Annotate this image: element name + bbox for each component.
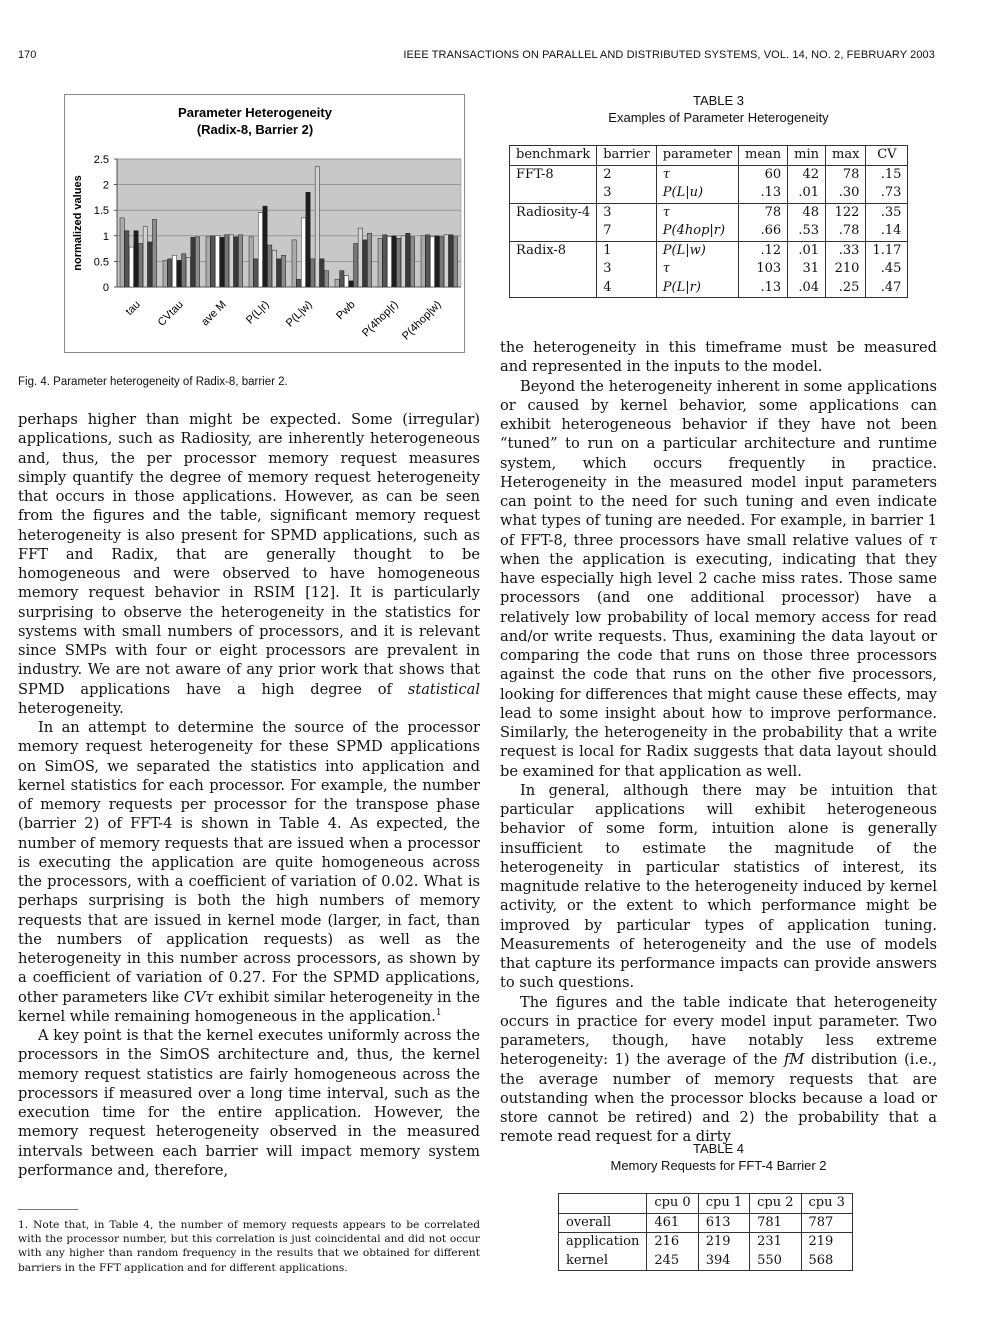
- bar: [229, 235, 233, 287]
- bar: [297, 279, 301, 287]
- column-header: mean: [739, 146, 788, 166]
- table-cell: .66: [739, 222, 788, 241]
- column-header: barrier: [597, 146, 657, 166]
- table-cell: .45: [880, 261, 902, 276]
- table-cell: 78: [739, 203, 788, 222]
- footnote-marker: 1: [435, 1007, 442, 1018]
- bar: [354, 243, 358, 287]
- bar: [168, 259, 172, 287]
- table-cell: 31: [788, 260, 826, 279]
- table-cell: .78: [826, 222, 866, 241]
- table-cell: .04: [788, 279, 826, 298]
- bar: [358, 228, 362, 287]
- table-cell: 42: [788, 165, 826, 184]
- bar: [195, 237, 199, 287]
- table-cell: 216: [647, 1233, 698, 1252]
- table-cell: 78: [826, 165, 866, 184]
- column-header: cpu 2: [750, 1194, 801, 1214]
- bar: [281, 255, 285, 287]
- table-row: [510, 279, 908, 298]
- bar: [306, 192, 310, 287]
- table-cell: .25: [826, 279, 866, 298]
- table-row: [510, 241, 908, 260]
- table-cell: .33: [826, 241, 866, 260]
- bar: [311, 259, 315, 287]
- paragraph: A key point is that the kernel executes uniformly across the processors in the SimOS architecture and, thus, the kernel memory request statistics are fairly homogeneous across the processors if measured over a long time interval, such as the execution time for the entire application. However, the memory request heterogeneity observed in the measured intervals between each barrier will impact memory system performance and, therefore,: [18, 1027, 480, 1179]
- bar: [430, 237, 434, 287]
- table-cell: 48: [788, 203, 826, 222]
- bar: [324, 271, 328, 287]
- y-tick-label: 2: [102, 179, 109, 192]
- page-number: 170: [18, 49, 37, 61]
- paragraph: [18, 718, 480, 1026]
- bar: [163, 260, 167, 287]
- bar: [410, 237, 414, 287]
- table-header-row: [559, 1194, 853, 1214]
- bar: [220, 237, 224, 287]
- table-cell: .13: [739, 279, 788, 298]
- bar: [148, 242, 152, 287]
- bar: [383, 235, 387, 287]
- parameter-cell: τ: [656, 260, 738, 279]
- paragraph: In general, although there may be intuition that particular applications will exhibit heterogeneous behavior of some form, intuition alone is generally insufficient to estimate the magnitude of the heterogeneity in particular statistics of interest, its magnitude relative to the heterogeneity induced by kernel activity, or the extent to which performance might be improved by particular types of application tuning. Measurements of heterogeneity and the use of models that capture its performance impacts can provide answers to such questions.: [500, 781, 937, 992]
- table-cell: .35: [866, 203, 908, 222]
- bar: [315, 167, 319, 287]
- column-header: [559, 1194, 647, 1214]
- column-header: CV: [866, 146, 908, 166]
- bar: [340, 271, 344, 287]
- bar: [182, 254, 186, 287]
- bar: [172, 255, 176, 287]
- table-cell: 103: [739, 260, 788, 279]
- table-cell: 7: [597, 222, 657, 241]
- benchmark-cell: Radix-8: [510, 241, 597, 260]
- text: perhaps higher than might be expected. Some (irregular) applications, such as Radiosity, are inherently heterogeneous and, thus, the per processor memory request measures simply quantify the degree of memory request heterogeneity that occurs in those applications. However, as can be seen from the figures and the table, significant memory request heterogeneity is also present for SPMD applications, such as FFT and Radix, that are generally thought to be homogeneous and were observed to have homogeneous memory request behavior in RSIM [12]. It is particularly surprising to observe the heterogeneity in the statistics for systems with small numbers of processors, and it is relevant since SMPs with four or eight processors are prevalent in industry. We are not aware of any prior work that shows that SPMD applications have a high degree of: [18, 411, 480, 698]
- bar: [449, 235, 453, 287]
- bar: [129, 247, 133, 287]
- bar: [335, 279, 339, 287]
- table-4-title: TABLE 4: [692, 1141, 745, 1156]
- text: In an attempt to determine the source of the processor memory request heterogeneity for these SPMD applications on SimOS, we separated the statistics into application and kernel statistics for each processor. For example, the number of memory requests per processor for the transpose phase (barrier 2) of FFT-4 is shown in Table 4. As expected, the number of memory requests that are issued when a processor is executing the application are quite homogeneous across the processors, with a coefficient of variation of 0.02. What is perhaps surprising is both the high numbers of memory requests that are issued in kernel mode (larger, in fact, than the numbers of application requests) as well as the heterogeneity in this number across processors, as shown by a coefficient of variation of 0.27. For the SPMD applications, other parameters like: [18, 719, 480, 1006]
- table-cell: .01: [788, 184, 826, 203]
- bar: [268, 245, 272, 287]
- table-row: [559, 1233, 853, 1252]
- table-row: [510, 260, 908, 279]
- bar: [320, 259, 324, 287]
- x-tick-label: P(L|w): [283, 298, 315, 330]
- table-row: [510, 203, 908, 222]
- table-cell: 781: [750, 1213, 801, 1233]
- x-tick-label: Pwb: [334, 298, 358, 323]
- bar: [191, 237, 195, 287]
- bar: [211, 236, 215, 287]
- table-cell: .01: [788, 241, 826, 260]
- bar-chart: [65, 95, 464, 352]
- x-tick-label: P(4hop|w): [399, 298, 444, 343]
- y-axis-label: normalized values: [72, 175, 84, 271]
- table-cell: 1: [597, 241, 657, 260]
- bar: [392, 236, 396, 287]
- paragraph: [500, 993, 937, 1147]
- bar: [272, 250, 276, 287]
- text: heterogeneity.: [18, 699, 124, 717]
- bar: [426, 235, 430, 287]
- table-cell: 60: [739, 165, 788, 184]
- bar: [206, 237, 210, 287]
- bar: [401, 236, 405, 287]
- table-3-caption: [500, 92, 937, 126]
- bar: [406, 233, 410, 287]
- table-3-subtitle: Examples of Parameter Heterogeneity: [608, 110, 829, 125]
- table-row: [510, 222, 908, 241]
- benchmark-cell: [510, 184, 597, 203]
- y-tick-label: 0.5: [93, 256, 109, 269]
- bar: [139, 243, 143, 287]
- y-tick-label: 1.5: [93, 205, 109, 218]
- bar: [177, 260, 181, 287]
- table-cell: .73: [880, 185, 902, 200]
- bar: [152, 219, 156, 287]
- table-cell: 1.17: [866, 241, 908, 260]
- parameter-cell: P(4hop|r): [656, 222, 738, 241]
- row-label: application: [566, 1234, 640, 1249]
- column-header: cpu 0: [647, 1194, 698, 1214]
- bar: [120, 218, 124, 287]
- paragraph: [18, 410, 480, 718]
- paragraph: [500, 377, 937, 781]
- bar: [258, 213, 262, 287]
- bar: [378, 238, 382, 287]
- bar: [421, 236, 425, 287]
- bar: [249, 237, 253, 287]
- table-4-caption: [500, 1140, 937, 1174]
- y-tick-label: 2.5: [93, 154, 109, 166]
- table-4: [558, 1193, 853, 1271]
- bar: [143, 227, 147, 287]
- text: Beyond the heterogeneity inherent in some applications or caused by kernel behavior, some applications can exhibit heterogeneous behavior if they have not been “tuned” to run on a particular architecture and runtime system, which occurs frequently in practice. Heterogeneity in the measured model input parameters can point to the need for such tuning and even indicate what types of tuning are needed. For example, in barrier 1 of FFT-8, three processors have small relative values of: [500, 377, 937, 549]
- table-cell: .47: [880, 279, 902, 295]
- table-row: [559, 1213, 853, 1233]
- table-cell: 219: [698, 1233, 749, 1252]
- bar: [125, 231, 129, 287]
- table-cell: 3: [597, 184, 657, 203]
- bar: [453, 237, 457, 287]
- column-header: benchmark: [510, 146, 597, 166]
- text: exhibit similar heterogeneity in the kernel while remaining homogeneous in the application.: [18, 988, 480, 1025]
- table-3-title: TABLE 3: [692, 93, 745, 108]
- table-cell: .15: [880, 166, 902, 182]
- bar: [292, 240, 296, 287]
- benchmark-cell: FFT-8: [510, 165, 597, 184]
- parameter-cell: τ: [656, 165, 738, 184]
- table-row: [510, 184, 908, 203]
- math-fm: fM: [784, 1051, 805, 1069]
- table-cell: 3: [597, 203, 657, 222]
- bar: [225, 235, 229, 287]
- table-cell: 3: [597, 260, 657, 279]
- benchmark-cell: [510, 279, 597, 298]
- table-cell: .30: [826, 184, 866, 203]
- bar: [367, 233, 371, 287]
- y-tick-label: 0: [102, 282, 109, 294]
- parameter-cell: P(L|w): [656, 241, 738, 260]
- journal-header: IEEE TRANSACTIONS ON PARALLEL AND DISTRIBUTED SYSTEMS, VOL. 14, NO. 2, FEBRUARY 2003: [403, 49, 935, 61]
- bar: [435, 236, 439, 287]
- paragraph: the heterogeneity in this timeframe must be measured and represented in the inputs to the model.: [500, 339, 937, 376]
- footnote: 1. Note that, in Table 4, the number of memory requests appears to be correlated with the processor number, but this correlation is just coincidental and did not occur with any higher than random frequency in the results that we obtained for different barriers in the FFT application and for different applications.: [18, 1219, 480, 1274]
- table-cell: 550: [750, 1252, 801, 1271]
- text: distribution (i.e., the average number of memory requests that are outstanding when the processor blocks because a load or store cannot be retired) and 2) the probability that a remote read request for a dirty: [500, 1051, 937, 1146]
- math-tau: τ: [928, 531, 937, 549]
- benchmark-cell: [510, 222, 597, 241]
- math-cv-tau: CVτ: [183, 988, 214, 1006]
- table-cell: 568: [801, 1252, 852, 1271]
- bar: [215, 236, 219, 287]
- bar: [277, 259, 281, 287]
- bar: [363, 240, 367, 287]
- text: The figures and the table indicate that heterogeneity occurs in practice for every model input parameter. Two parameters, though, have notably less extreme heterogeneity: 1) the average of the: [500, 993, 937, 1069]
- parameter-cell: τ: [656, 203, 738, 222]
- figure-4-caption: Fig. 4. Parameter heterogeneity of Radix-8, barrier 2.: [18, 376, 288, 388]
- column-header: parameter: [656, 146, 738, 166]
- table-header-row: [510, 146, 908, 166]
- x-tick-label: CVtau: [155, 298, 186, 329]
- benchmark-cell: Radiosity-4: [510, 203, 597, 222]
- table-4-subtitle: Memory Requests for FFT-4 Barrier 2: [610, 1158, 827, 1173]
- column-header: cpu 3: [801, 1194, 852, 1214]
- table-cell: .12: [739, 241, 788, 260]
- text: when the application is executing, indicating that they have especially high level 2 cache miss rates. Those same processors (and one additional processor) have a relatively low probability of local memory access for read and/or write requests. Thus, examining the data layout or comparing the code that runs on those three processors against the code that runs on the other five processors, looking for differences that might cause these effects, may lead to some insight about how to improve performance. Similarly, the heterogeneity in the probability that a write request is local for Radix suggests that data layout should be examined for that application as well.: [500, 550, 937, 780]
- table-3: [509, 145, 908, 298]
- table-cell: .14: [880, 223, 902, 238]
- bar: [344, 276, 348, 287]
- table-cell: 122: [826, 203, 866, 222]
- bar: [254, 259, 258, 287]
- table-row: [559, 1252, 853, 1271]
- right-column: [500, 338, 937, 1147]
- table-cell: 394: [698, 1252, 749, 1271]
- table-cell: 613: [698, 1213, 749, 1233]
- bar: [134, 231, 138, 287]
- bar: [238, 235, 242, 287]
- parameter-cell: P(L|r): [656, 279, 738, 298]
- footnote-divider: [18, 1209, 78, 1210]
- bar: [349, 281, 353, 287]
- y-tick-label: 1: [102, 230, 109, 243]
- table-3-body: [510, 165, 908, 298]
- table-cell: .13: [739, 184, 788, 203]
- benchmark-cell: [510, 260, 597, 279]
- chart-title: Parameter Heterogeneity: [178, 105, 332, 120]
- bar: [440, 237, 444, 287]
- table-cell: 2: [597, 165, 657, 184]
- column-header: min: [788, 146, 826, 166]
- bar: [397, 238, 401, 287]
- bar: [263, 206, 267, 287]
- table-cell: 787: [801, 1213, 852, 1233]
- x-tick-label: P(4hop|r): [360, 298, 401, 340]
- x-tick-label: ave M: [199, 298, 229, 329]
- row-label: kernel: [566, 1252, 609, 1268]
- bar: [186, 257, 190, 287]
- left-column: [18, 410, 480, 1180]
- x-tick-label: P(L|r): [243, 298, 272, 327]
- row-label: overall: [559, 1213, 647, 1233]
- table-cell: 245: [647, 1252, 698, 1271]
- bar: [234, 237, 238, 287]
- x-tick-label: tau: [123, 298, 143, 318]
- chart-subtitle: (Radix-8, Barrier 2): [196, 122, 314, 137]
- bar: [387, 237, 391, 287]
- table-cell: 461: [647, 1213, 698, 1233]
- table-row: [510, 165, 908, 184]
- parameter-cell: P(L|u): [656, 184, 738, 203]
- table-cell: 231: [750, 1233, 801, 1252]
- table-cell: 210: [826, 260, 866, 279]
- table-cell: 219: [801, 1233, 852, 1252]
- figure-4-chart: [64, 94, 465, 353]
- bar: [301, 218, 305, 287]
- emphasis: statistical: [407, 680, 480, 698]
- table-cell: .53: [788, 222, 826, 241]
- column-header: max: [826, 146, 866, 166]
- column-header: cpu 1: [698, 1194, 749, 1214]
- bar: [444, 235, 448, 287]
- table-cell: 4: [597, 279, 657, 298]
